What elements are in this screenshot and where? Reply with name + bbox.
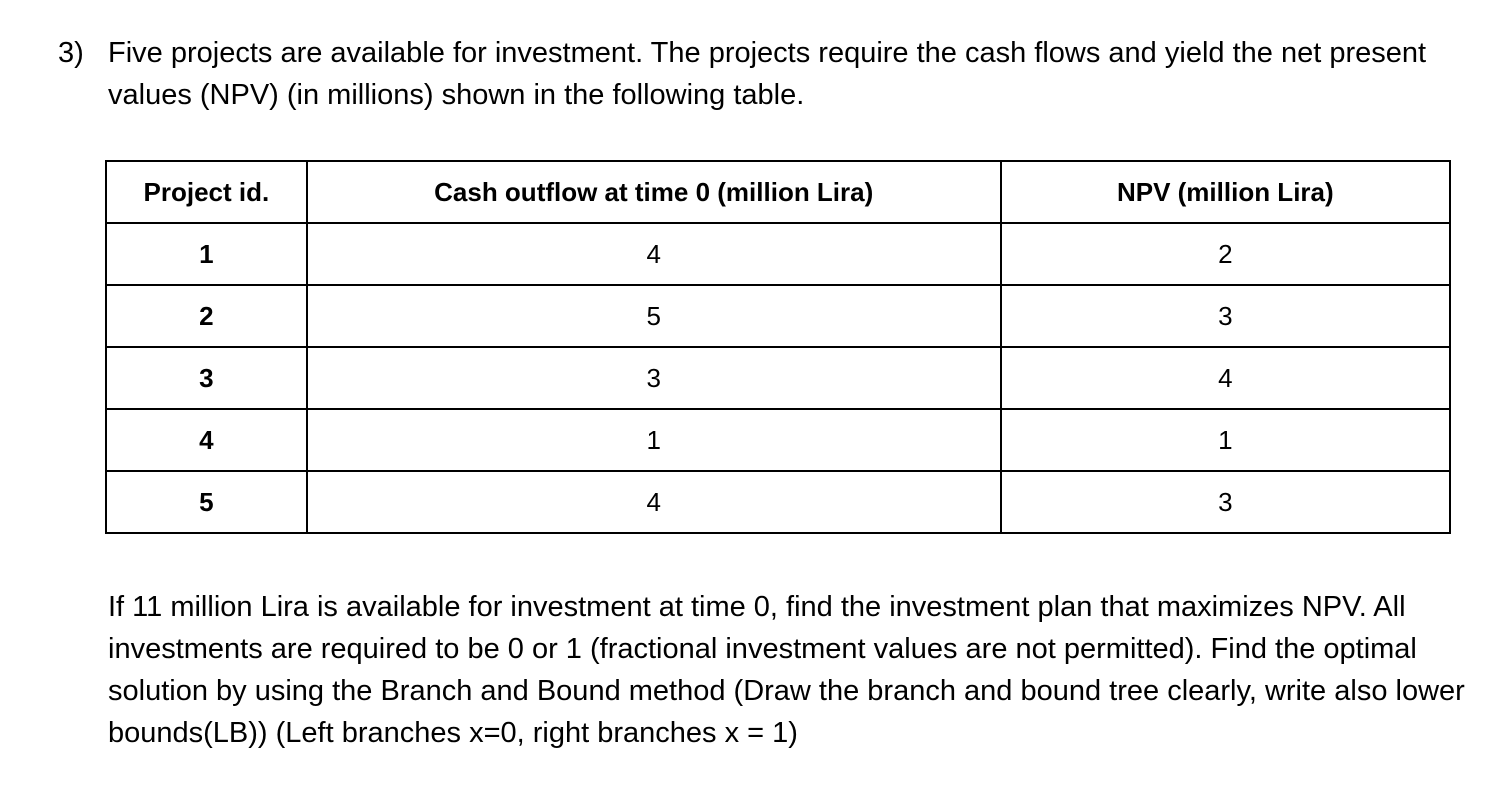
project-id-cell: 3 xyxy=(106,347,307,409)
project-id-cell: 1 xyxy=(106,223,307,285)
npv-cell: 4 xyxy=(1001,347,1450,409)
table-row xyxy=(106,223,1450,285)
question-number: 3) xyxy=(58,37,84,69)
cash-outflow-cell: 5 xyxy=(307,285,1001,347)
followup-paragraph: If 11 million Lira is available for investment at time 0, find the investment plan that maximizes NPV. All investments are required to be 0 or 1 (fractional investment values are not permitted). Find the optimal solution by using the Branch and Bound method (Draw the branch and bound tree clearly, write also lower bounds(LB)) (Left branches x=0, right branches x = 1) xyxy=(108,591,1465,749)
question-intro: Five projects are available for investment. The projects require the cash flows and yield the net present values (NPV) (in millions) shown in the following table. xyxy=(108,37,1427,111)
cash-outflow-cell: 4 xyxy=(307,223,1001,285)
header-project-id: Project id. xyxy=(106,161,307,223)
project-id-cell: 5 xyxy=(106,471,307,533)
cash-outflow-cell: 4 xyxy=(307,471,1001,533)
table-row xyxy=(106,471,1450,533)
table-row xyxy=(106,409,1450,471)
question-block xyxy=(58,32,1468,116)
projects-table xyxy=(105,160,1451,534)
cash-outflow-cell: 1 xyxy=(307,409,1001,471)
table-header-row xyxy=(106,161,1450,223)
npv-cell: 1 xyxy=(1001,409,1450,471)
npv-cell: 3 xyxy=(1001,471,1450,533)
header-cash-outflow: Cash outflow at time 0 (million Lira) xyxy=(307,161,1001,223)
table-row xyxy=(106,285,1450,347)
project-id-cell: 2 xyxy=(106,285,307,347)
project-id-cell: 4 xyxy=(106,409,307,471)
table-row xyxy=(106,347,1450,409)
npv-cell: 2 xyxy=(1001,223,1450,285)
npv-cell: 3 xyxy=(1001,285,1450,347)
cash-outflow-cell: 3 xyxy=(307,347,1001,409)
header-npv: NPV (million Lira) xyxy=(1001,161,1450,223)
